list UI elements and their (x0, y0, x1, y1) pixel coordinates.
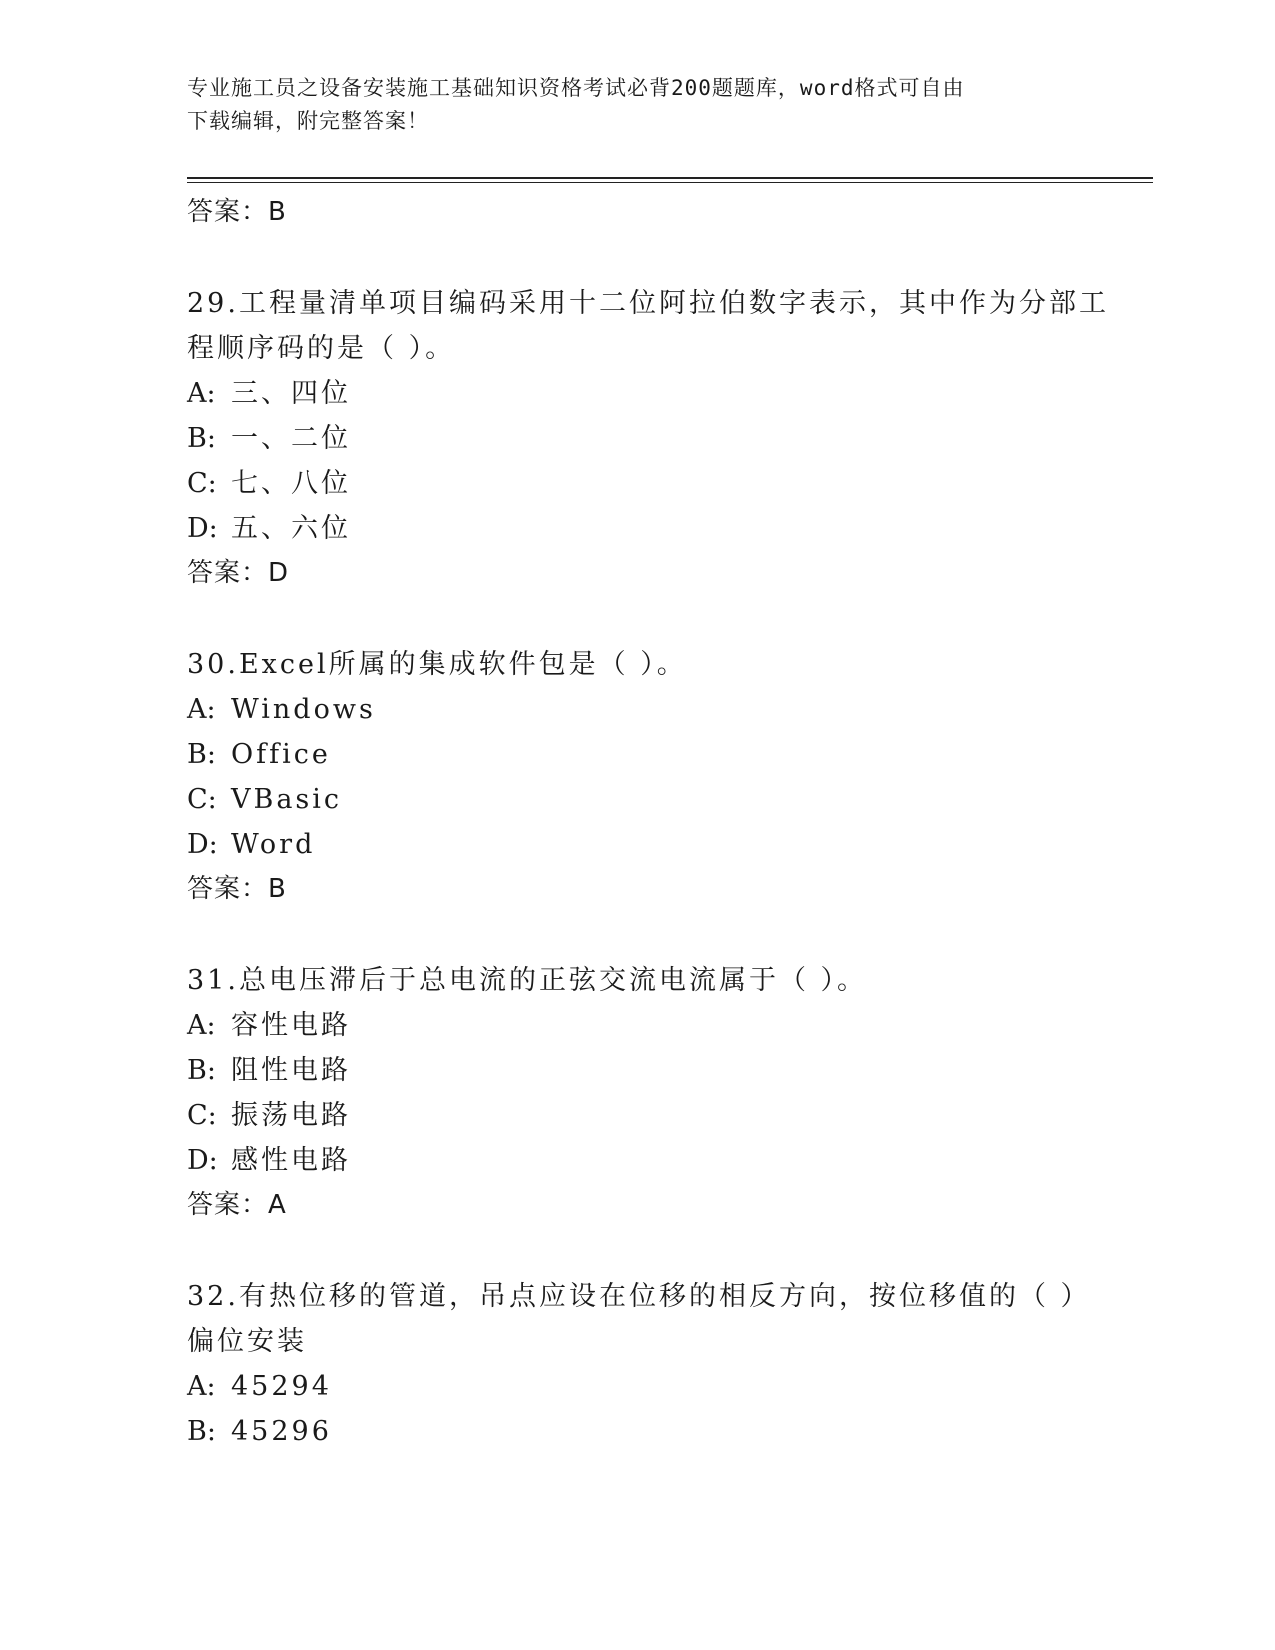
header-line-2: 下载编辑，附完整答案！ (187, 109, 429, 133)
question-stem (187, 958, 1087, 1003)
answer-line (187, 867, 1087, 912)
option-text: 五、六位 (231, 513, 351, 544)
option-letter: B: (187, 1055, 216, 1086)
option-letter: C: (187, 468, 217, 499)
answer-value: B (268, 874, 287, 904)
document-header (187, 72, 1067, 138)
answer-line (187, 190, 1087, 235)
option-text: 感性电路 (231, 1145, 351, 1176)
question-30 (187, 642, 1087, 912)
question-stem-line: 32.有热位移的管道，吊点应设在位移的相反方向，按位移值的（ ） (187, 1281, 1091, 1312)
option-text: 振荡电路 (231, 1100, 351, 1131)
header-rule-thick (187, 177, 1153, 179)
option-letter: D: (187, 829, 218, 860)
question-stem (187, 642, 1087, 687)
header-rule-thin (187, 182, 1153, 183)
option-text: 七、八位 (231, 468, 351, 499)
option-letter: A: (187, 1371, 216, 1402)
question-stem-line: 偏位安装 (187, 1326, 307, 1357)
option-b (187, 1409, 1087, 1454)
option-text: 一、二位 (231, 423, 351, 454)
option-letter: C: (187, 784, 217, 815)
answer-label: 答案： (187, 1190, 269, 1220)
option-a (187, 371, 1087, 416)
option-letter: B: (187, 1416, 216, 1447)
answer-label: 答案： (187, 558, 269, 588)
option-b (187, 732, 1087, 777)
option-letter: A: (187, 378, 216, 409)
option-text: 45294 (231, 1371, 332, 1402)
option-letter: A: (187, 694, 216, 725)
option-d (187, 506, 1087, 551)
option-text: Word (231, 829, 316, 860)
option-b (187, 1048, 1087, 1093)
question-32 (187, 1274, 1091, 1454)
answer-label: 答案： (187, 874, 269, 904)
question-31 (187, 958, 1087, 1228)
option-a (187, 1003, 1087, 1048)
header-line-1: 专业施工员之设备安装施工基础知识资格考试必背200题题库，word格式可自由 (187, 76, 965, 100)
option-a (187, 687, 1087, 732)
question-stem (187, 1274, 1091, 1364)
option-letter: B: (187, 739, 216, 770)
option-text: VBasic (231, 784, 343, 815)
answer-label: 答案： (187, 197, 269, 227)
option-text: Windows (231, 694, 376, 725)
option-text: 三、四位 (231, 378, 351, 409)
option-b (187, 416, 1087, 461)
answer-value: B (268, 197, 287, 227)
option-text: 阻性电路 (231, 1055, 351, 1086)
option-d (187, 822, 1087, 867)
option-a (187, 1364, 1087, 1409)
option-letter: D: (187, 513, 218, 544)
question-stem-line: 30.Excel所属的集成软件包是（ ）。 (187, 649, 687, 680)
question-29 (187, 281, 1109, 596)
option-letter: C: (187, 1100, 217, 1131)
question-stem-line: 29.工程量清单项目编码采用十二位阿拉伯数字表示，其中作为分部工 (187, 288, 1109, 319)
answer-line (187, 1183, 1087, 1228)
option-text: 容性电路 (231, 1010, 351, 1041)
question-stem-line: 程顺序码的是（ ）。 (187, 333, 456, 364)
option-c (187, 1093, 1087, 1138)
option-text: Office (231, 739, 331, 770)
option-letter: D: (187, 1145, 218, 1176)
option-c (187, 461, 1087, 506)
question-stem (187, 281, 1109, 371)
option-letter: B: (187, 423, 216, 454)
option-text: 45296 (231, 1416, 332, 1447)
answer-line (187, 551, 1087, 596)
answer-value: D (268, 558, 290, 588)
option-c (187, 777, 1087, 822)
question-list (187, 190, 1109, 1454)
option-letter: A: (187, 1010, 216, 1041)
answer-value: A (268, 1190, 287, 1220)
question-stem-line: 31.总电压滞后于总电流的正弦交流电流属于（ ）。 (187, 965, 868, 996)
option-d (187, 1138, 1087, 1183)
